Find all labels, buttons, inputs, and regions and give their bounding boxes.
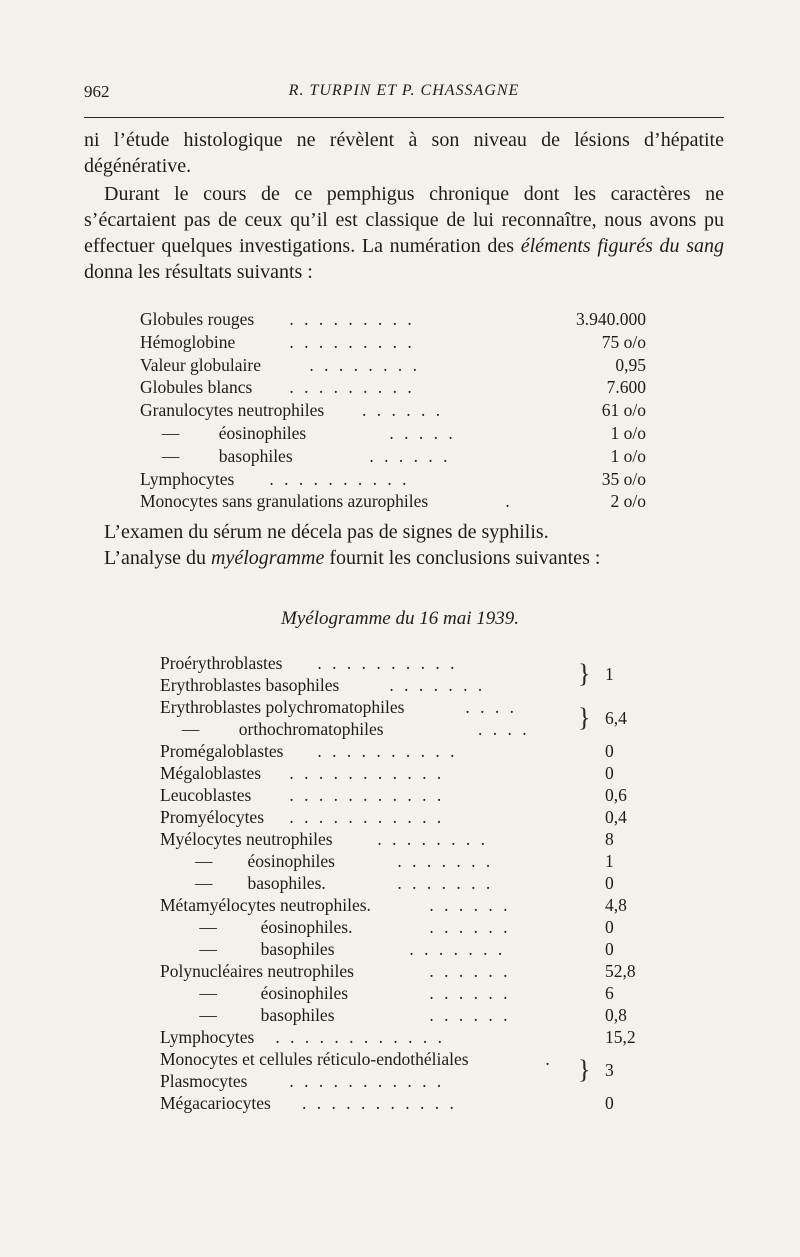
myelogram-caption: Myélogramme du 16 mai 1939. [281,608,519,629]
table-row [160,850,640,872]
row-value: 1 o/o [610,445,646,466]
row-value: 3.940.000 [576,309,646,329]
grouped-value: 1 [605,664,614,684]
row-label: — basophiles [160,939,335,959]
leader-dots: . . . . . . . . . . [262,468,410,489]
row-label: Mégacariocytes [160,1093,271,1113]
table-row [160,740,640,762]
row-value: 0 [605,939,614,959]
row-value: 0 [605,873,614,893]
leader-dots: . . . . . . [362,400,444,421]
leader-dots: . . . . . . . [382,675,486,695]
row-value: 1 o/o [610,422,646,443]
leader-dots: . . . . . . . . . . [310,653,458,673]
leader-dots: . . . . . . [422,917,511,937]
leader-dots: . . . . . . . . . . . [282,763,445,783]
row-value: 0,95 [615,354,646,375]
table-row [160,806,640,828]
page-number: 962 [84,82,110,101]
table-row [160,1070,640,1092]
row-label: Granulocytes neutrophiles [140,400,325,421]
leader-dots: . . . . . . . . . . . [282,785,445,805]
leader-dots: . . . . . . . [402,939,506,959]
leader-dots: . . . . . . [362,445,451,466]
row-label: Proérythroblastes [160,653,283,673]
row-value: 61 o/o [601,400,646,421]
row-label: — éosinophiles [160,983,349,1003]
row-value: 15,2 [605,1027,636,1047]
leader-dots: . . . . . [382,422,456,443]
row-value: 7.600 [606,377,646,398]
row-value: 2 o/o [610,491,646,512]
leader-dots: . . . . . . . . . [282,309,415,329]
leader-dots: . [538,1049,553,1069]
row-label: Promégaloblastes [160,741,284,761]
row-value: 8 [605,829,614,849]
row-value: 0 [605,1093,614,1113]
table-row [160,828,640,850]
paragraph-1: ni l’étude histologique ne révèlent à son niveau de lésions d’hépatite dégénérative. [84,129,724,177]
table-row [160,916,640,938]
leader-dots: . . . . . . . . . . . . [268,1027,445,1047]
paragraph-3: L’examen du sérum ne décela pas de signes de syphilis. [104,521,549,543]
paragraph-4-text-end: fournit les conclusions suivantes : [324,547,601,569]
leader-dots: . . . . [458,697,517,717]
row-label: Monocytes et cellules réticulo-endothéliales [160,1049,469,1069]
header-rule [84,117,724,118]
row-label: — orthochromatophiles [160,719,384,739]
paragraph-2-emphasis: éléments figurés du sang [520,235,725,257]
row-label: Leucoblastes [160,785,252,805]
table-row [160,762,640,784]
leader-dots: . . . . . . . [390,873,494,893]
right-brace: } [578,1055,591,1084]
paragraph-2-text: Durant le cours de ce pemphigus chronique dont les caractères ne s’écartaient pas de ceux qu’il est classique de lui reconnaître, nous avons pu effectuer quelques investigations. La numération des [84,183,724,257]
table-row [160,982,640,1004]
table-row [140,490,660,513]
row-value: 75 o/o [601,331,646,352]
row-label: — basophiles. [160,873,326,893]
leader-dots: . . . . . . . . [370,829,488,849]
grouped-value: 3 [605,1060,614,1080]
row-value: 0,8 [605,1005,627,1025]
leader-dots: . . . . . . . . [302,354,420,375]
myelogram-table [160,652,640,1114]
table-row [140,445,660,468]
row-label: Promyélocytes [160,807,265,827]
row-value: 1 [605,851,614,871]
table-row [160,652,640,674]
row-label: Lymphocytes [140,468,235,489]
table-row [140,354,660,377]
row-value: 0,6 [605,785,627,805]
paragraph-2 [84,181,724,285]
table-row [140,422,660,445]
table-row [160,872,640,894]
row-label: Erythroblastes basophiles [160,675,340,695]
paragraph-4-text: L’analyse du [104,547,212,569]
row-value: 0,4 [605,807,627,827]
row-label: — éosinophiles. [160,917,353,937]
table-row [160,718,640,740]
row-label: Mégaloblastes [160,763,262,783]
row-label: Plasmocytes [160,1071,248,1091]
page-header [84,82,724,106]
row-label: Erythroblastes polychromatophiles [160,697,405,717]
row-label: Polynucléaires neutrophiles [160,961,354,981]
table-row [160,674,640,696]
row-value: 0 [605,763,614,783]
table-row [140,331,660,354]
paragraph-4 [84,545,724,571]
table-row [160,696,640,718]
table-row [140,308,660,331]
right-brace: } [578,703,591,732]
row-value: 6 [605,983,614,1003]
paragraph-4-emphasis: myélogramme [211,547,325,569]
leader-dots: . . . . . . . . . . . [282,807,445,827]
row-label: — éosinophiles [160,851,335,871]
table-row [160,1004,640,1026]
row-value: 35 o/o [601,468,646,489]
table-row [160,894,640,916]
row-label: Myélocytes neutrophiles [160,829,333,849]
running-title: R. TURPIN ET P. CHASSAGNE [288,82,520,99]
blood-count-table [140,308,660,513]
row-label: — basophiles [140,445,293,466]
leader-dots: . . . . . . [422,961,511,981]
table-row [160,960,640,982]
leader-dots: . [498,491,513,512]
table-row [140,376,660,399]
grouped-value: 6,4 [605,708,627,728]
row-value: 0 [605,917,614,937]
leader-dots: . . . . . . . . . . . [282,1071,445,1091]
row-value: 52,8 [605,961,636,981]
leader-dots: . . . . . . . [390,851,494,871]
table-row [160,938,640,960]
leader-dots: . . . . . . . . . . [310,741,458,761]
row-label: Monocytes sans granulations azurophiles [140,491,429,512]
row-value: 4,8 [605,895,627,915]
row-label: Hémoglobine [140,331,236,352]
leader-dots: . . . . . . . . . [282,377,415,398]
row-label: Globules blancs [140,377,253,398]
table-row [160,784,640,806]
row-label: — basophiles [160,1005,335,1025]
right-brace: } [578,659,591,688]
table-row [160,1092,640,1114]
leader-dots: . . . . . . . . . . . [302,1093,457,1113]
leader-dots: . . . . . . [422,1005,511,1025]
row-label: Métamyélocytes neutrophiles. [160,895,371,915]
leader-dots: . . . . . . . . . [282,331,415,352]
table-row [140,468,660,491]
row-value: 0 [605,741,614,761]
leader-dots: . . . . . . [422,895,511,915]
row-label: Lymphocytes [160,1027,255,1047]
table-row [160,1026,640,1048]
paragraph-2-text-end: donna les résultats suivants : [84,261,313,283]
row-label: Globules rouges [140,309,255,329]
table-row [160,1048,640,1070]
row-label: — éosinophiles [140,422,307,443]
paragraph-3-block [84,519,724,571]
leader-dots: . . . . [478,719,530,739]
row-label: Valeur globulaire [140,354,261,375]
leader-dots: . . . . . . [422,983,511,1003]
table-row [140,399,660,422]
